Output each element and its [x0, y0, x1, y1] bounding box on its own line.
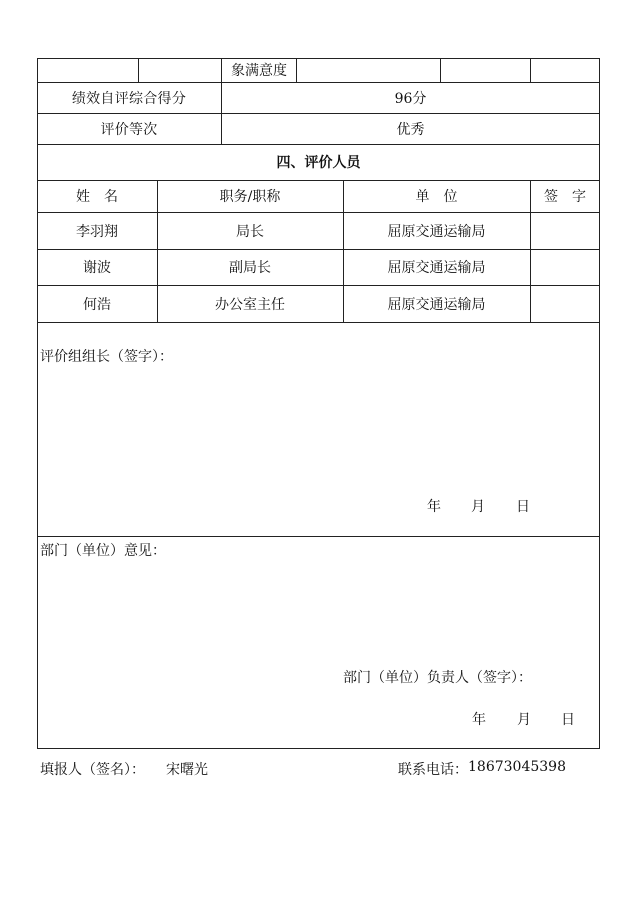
- table-header-unit: 单 位: [415, 189, 458, 205]
- score-label: 绩效自评综合得分: [71, 90, 187, 107]
- table-header-position: 职务/职称: [219, 189, 281, 205]
- rule: [530, 58, 531, 82]
- staff-name: 何浩: [83, 296, 111, 313]
- dept-date-year: 年: [472, 712, 486, 728]
- staff-name: 李羽翔: [76, 223, 118, 240]
- dept-date-month: 月: [517, 712, 531, 728]
- table-header-signature: 签 字: [544, 189, 586, 205]
- grade-value: 优秀: [396, 121, 425, 138]
- phone-label: 联系电话：: [398, 762, 468, 778]
- dept-date-day: 日: [561, 712, 575, 728]
- rule: [296, 58, 297, 82]
- staff-unit: 屈原交通运输局: [387, 260, 486, 276]
- filler-label: 填报人（签名）：: [40, 762, 145, 778]
- satisfaction-label: 象满意度: [231, 63, 287, 79]
- staff-unit: 屈原交通运输局: [387, 223, 486, 240]
- score-value: 96分: [394, 90, 427, 107]
- filler-name: 宋曙光: [166, 762, 208, 778]
- grade-label: 评价等次: [100, 121, 158, 138]
- staff-signature: [530, 285, 600, 322]
- staff-name: 谢波: [83, 260, 111, 276]
- phone-value: 18673045398: [468, 759, 566, 775]
- staff-position: 局长: [236, 223, 264, 240]
- rule: [440, 58, 441, 82]
- staff-position: 办公室主任: [215, 296, 285, 313]
- leader-date-month: 月: [471, 499, 485, 515]
- staff-signature: [530, 212, 600, 249]
- staff-unit: 屈原交通运输局: [387, 296, 486, 313]
- table-header-name: 姓 名: [76, 189, 118, 205]
- dept-responsible-label: 部门（单位）负责人（签字）：: [343, 670, 532, 686]
- section-title: 四、评价人员: [276, 155, 361, 171]
- leader-date-year: 年: [427, 499, 441, 515]
- rule: [138, 58, 139, 82]
- leader-date-day: 日: [516, 499, 530, 515]
- leader-sign-label: 评价组组长（签字）：: [40, 349, 173, 365]
- rule: [37, 322, 600, 323]
- staff-position: 副局长: [229, 260, 271, 276]
- dept-opinion-label: 部门（单位）意见：: [40, 543, 166, 559]
- staff-signature: [530, 249, 600, 285]
- rule: [37, 536, 600, 537]
